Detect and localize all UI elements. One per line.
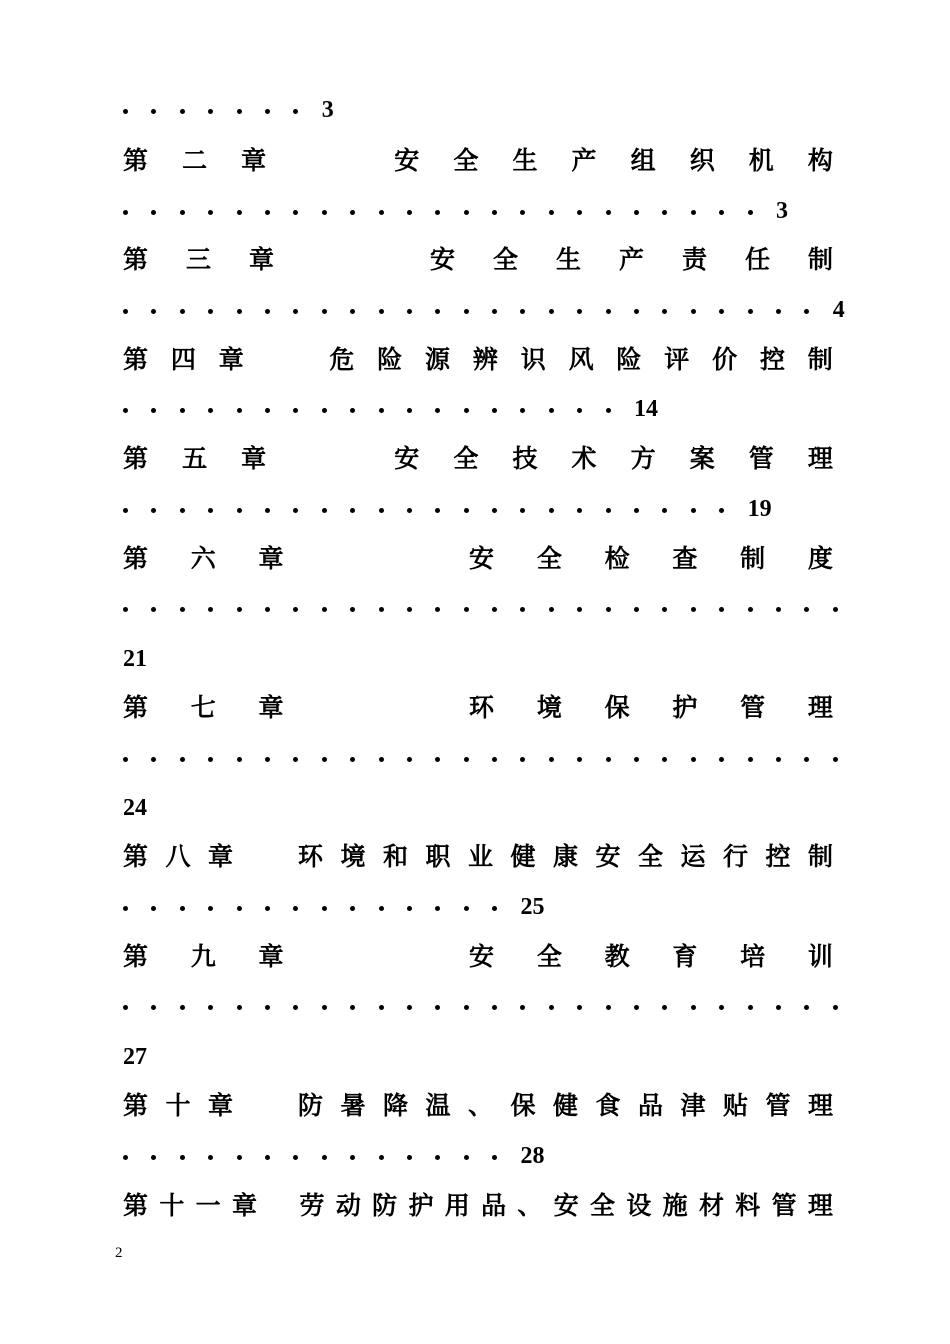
- page-number: 3: [775, 198, 788, 224]
- page-number: 25: [520, 894, 545, 920]
- toc-entry-chapter-6[interactable]: 第 六 章 安 全 检 查 制 度: [123, 544, 833, 573]
- toc-leader-row: [123, 191, 833, 231]
- page-number: 24: [123, 795, 147, 821]
- toc-page-row: [123, 787, 833, 827]
- toc-entry-chapter-9[interactable]: 第 九 章 安 全 教 育 培 训: [123, 942, 833, 971]
- toc-page-row: [123, 1036, 833, 1076]
- page-number: 14: [634, 396, 659, 422]
- toc-entry-chapter-2[interactable]: 第 二 章 安 全 生 产 组 织 机 构: [123, 146, 833, 175]
- toc-leader-row: [123, 489, 833, 529]
- page-number: 28: [520, 1143, 545, 1169]
- dot-leader: [123, 90, 322, 130]
- toc-leader-row: [123, 290, 845, 330]
- toc-page-row: [123, 638, 833, 678]
- toc-leader-row: [123, 389, 833, 429]
- page-number: 21: [123, 646, 147, 672]
- toc-entry-chapter-3[interactable]: 第 三 章 安 全 生 产 责 任 制: [123, 245, 833, 274]
- page-number: 19: [747, 496, 772, 522]
- toc-leader-row: [123, 1136, 833, 1176]
- toc-entry-chapter-4[interactable]: 第 四 章 危 险 源 辨 识 风 险 评 价 控 制: [123, 345, 833, 374]
- footer-page-number: 2: [115, 1245, 123, 1261]
- toc-entry-chapter-11[interactable]: 第 十 一 章 劳 动 防 护 用 品 、 安 全 设 施 材 料 管 理: [123, 1191, 833, 1220]
- toc-leader-row: [123, 986, 833, 1026]
- toc-entry-chapter-10[interactable]: 第 十 章 防 暑 降 温 、 保 健 食 品 津 贴 管 理: [123, 1091, 833, 1120]
- page-number: 3: [321, 97, 334, 123]
- toc-leader-row: [123, 90, 833, 130]
- page-number: 27: [123, 1044, 147, 1070]
- toc-leader-row: [123, 588, 833, 628]
- toc-entry-chapter-8[interactable]: 第 八 章 环 境 和 职 业 健 康 安 全 运 行 控 制: [123, 842, 833, 871]
- toc-leader-row: [123, 887, 833, 927]
- page-number: 4: [832, 297, 845, 323]
- toc-entry-chapter-5[interactable]: 第 五 章 安 全 技 术 方 案 管 理: [123, 444, 833, 473]
- toc-entry-chapter-7[interactable]: 第 七 章 环 境 保 护 管 理: [123, 693, 833, 722]
- toc-leader-row: [123, 738, 833, 778]
